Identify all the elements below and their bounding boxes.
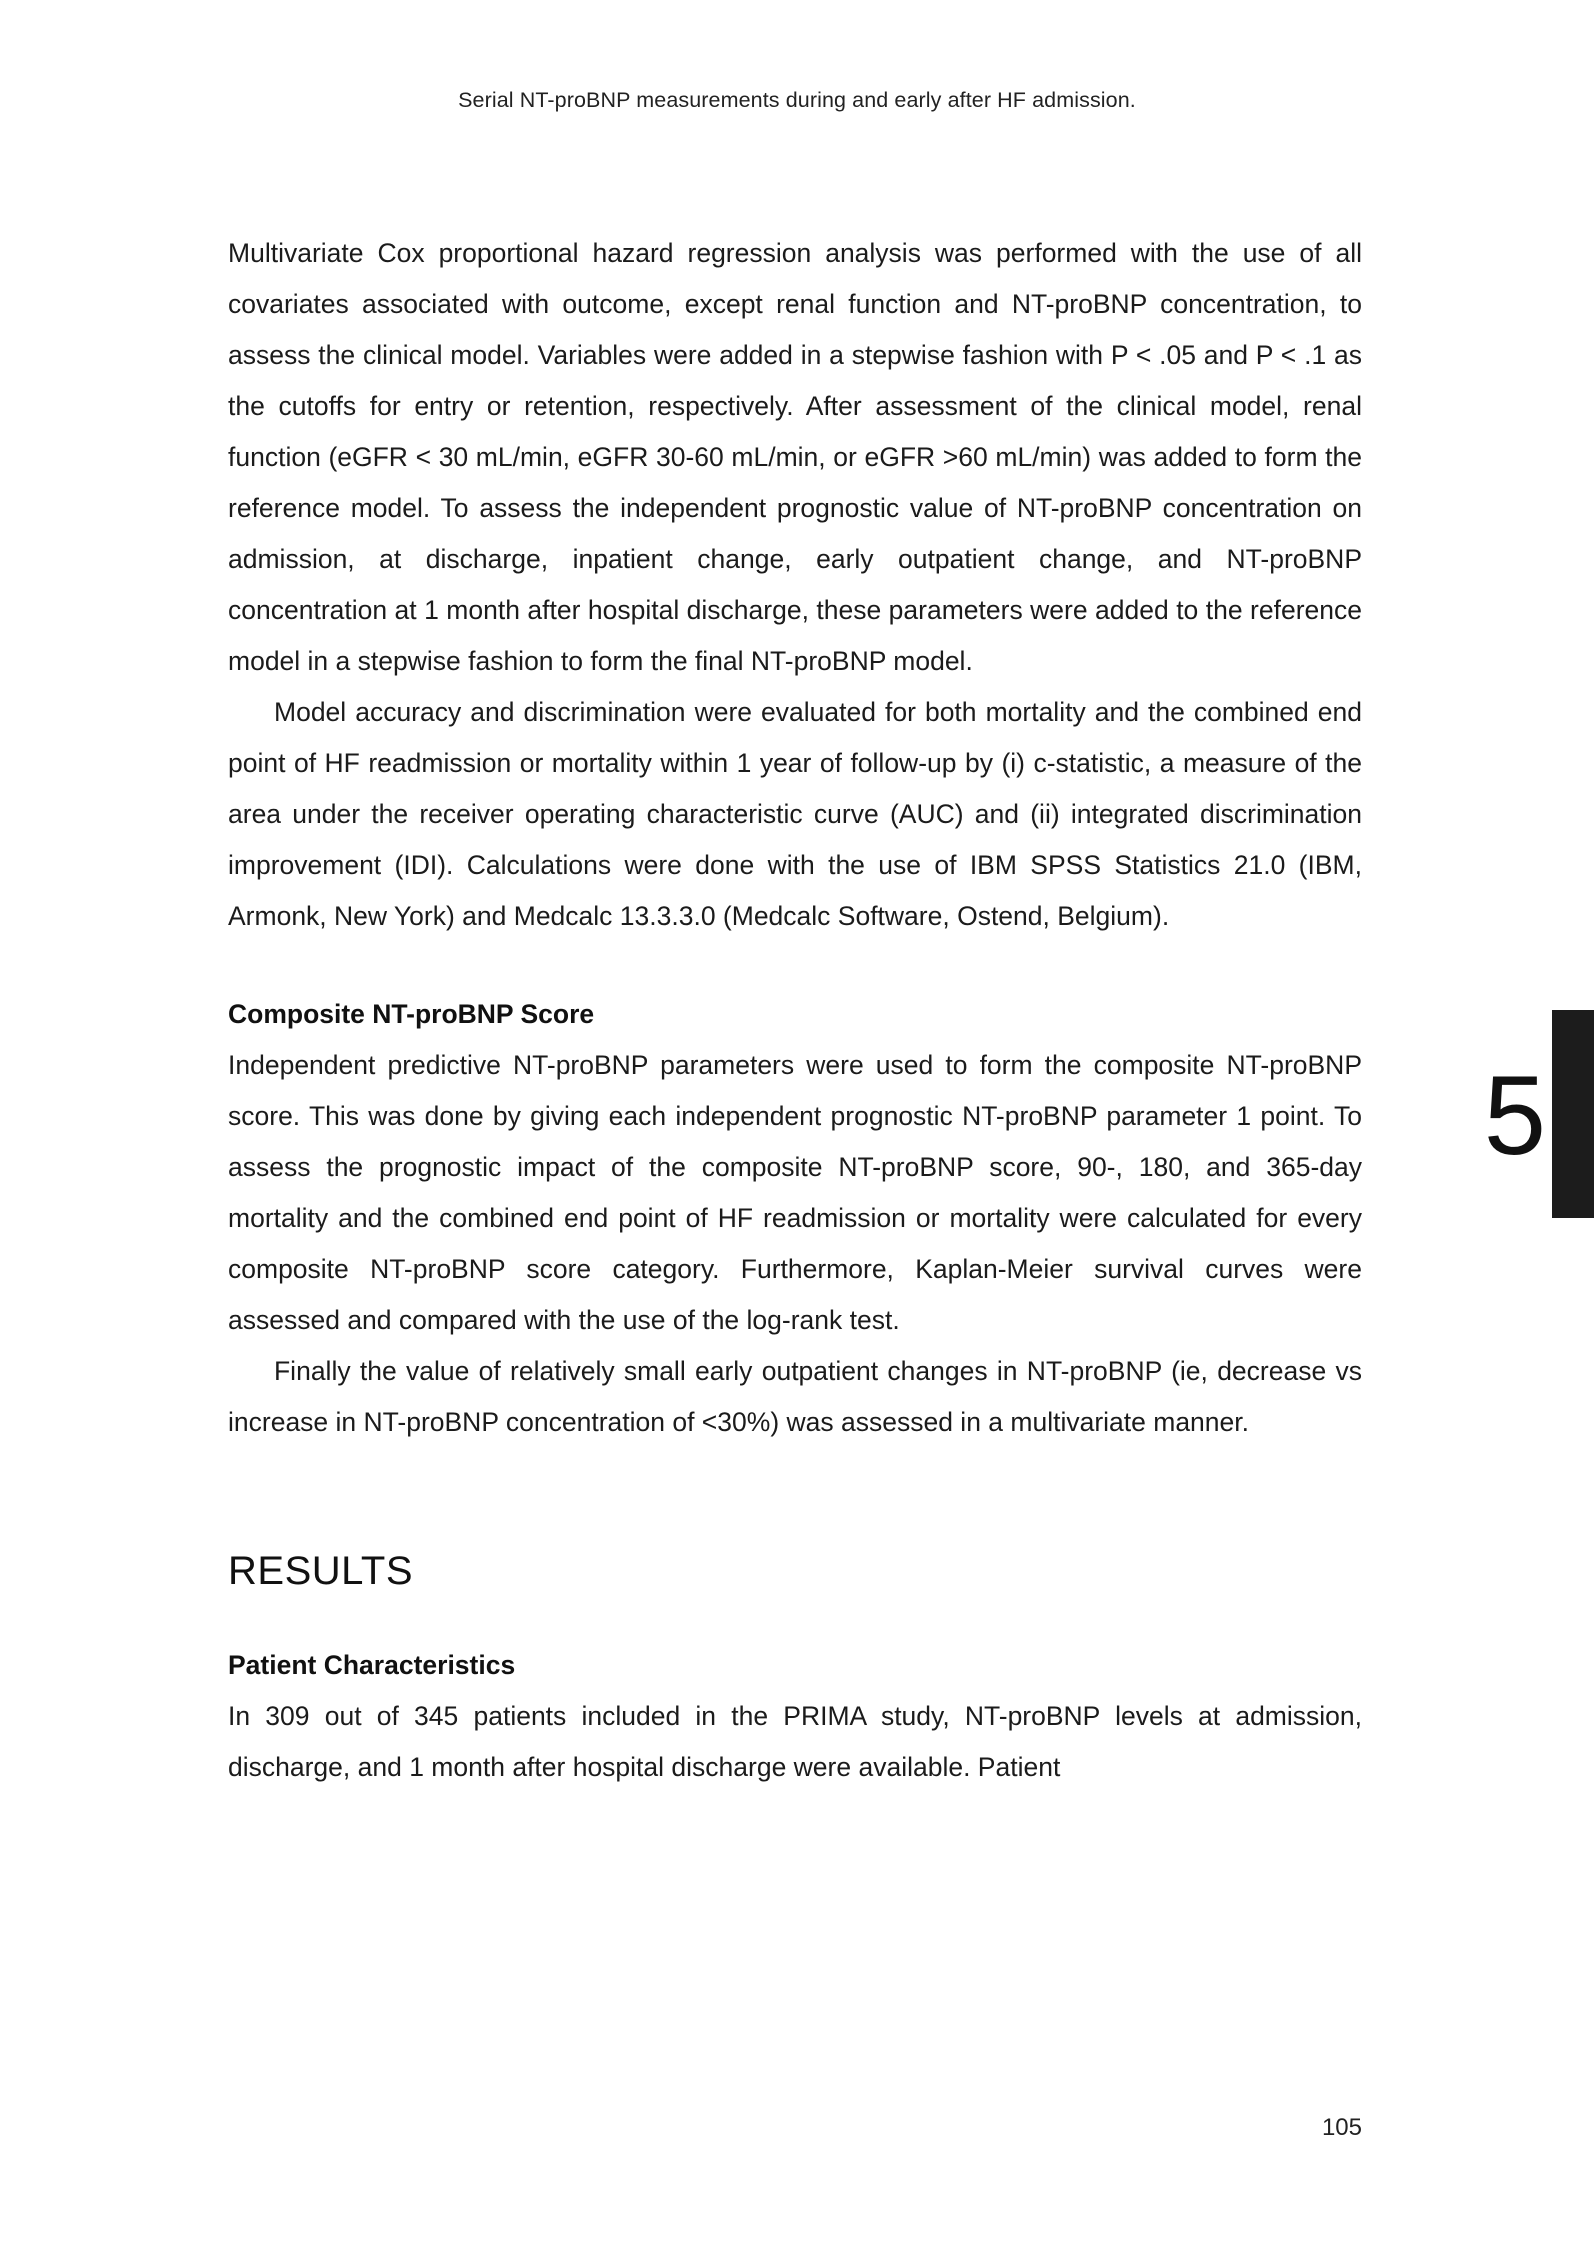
spacer xyxy=(228,1596,1362,1640)
chapter-number: 5 xyxy=(1483,1053,1546,1178)
page-number: 105 xyxy=(1321,2114,1362,2141)
running-head: Serial NT-proBNP measurements during and early after HF admission. xyxy=(458,88,1136,112)
paragraph: In 309 out of 345 patients included in the PRIMA study, NT-proBNP levels at admission, discharge, and 1 month after hospital discharge were available. Patient xyxy=(228,1701,1362,1782)
subsection-heading-composite-score: Composite NT-proBNP Score xyxy=(228,999,595,1029)
section-heading-results: RESULTS xyxy=(228,1549,414,1593)
paragraph: Model accuracy and discrimination were evaluated for both mortality and the combined end point of HF readmission or mortality within 1 year of follow-up by (i) c-statistic, a measure of the area under the receiver operating characteristic curve (AUC) and (ii) integrated discrimination improvement (IDI). Calculations were done with the use of IBM SPSS Statistics 21.0 (IBM, Armonk, New York) and Medcalc 13.3.3.0 (Medcalc Software, Ostend, Belgium). xyxy=(228,697,1362,931)
paragraph: Independent predictive NT-proBNP parameters were used to form the composite NT-proBNP score. This was done by giving each independent prognostic NT-proBNP parameter 1 point. To assess the prognostic impact of the composite NT-proBNP score, 90-, 180, and 365-day mortality and the combined end point of HF readmission or mortality were calculated for every composite NT-proBNP score category. Furthermore, Kaplan-Meier survival curves were assessed and compared with the use of the log-rank test. xyxy=(228,1050,1362,1335)
subsection-heading-patient-characteristics: Patient Characteristics xyxy=(228,1650,516,1680)
article-body xyxy=(228,228,1362,1793)
paragraph: Multivariate Cox proportional hazard regression analysis was performed with the use of all covariates associated with outcome, except renal function and NT-proBNP concentration, to assess the clinical model. Variables were added in a stepwise fashion with P < .05 and P < .1 as the cutoffs for entry or retention, respectively. After assessment of the clinical model, renal function (eGFR < 30 mL/min, eGFR 30-60 mL/min, or eGFR >60 mL/min) was added to form the reference model. To assess the independent prognostic value of NT-proBNP concentration on admission, at discharge, inpatient change, early outpatient change, and NT-proBNP concentration at 1 month after hospital discharge, these parameters were added to the reference model in a stepwise fashion to form the final NT-proBNP model. xyxy=(228,238,1362,676)
paragraph: Finally the value of relatively small early outpatient changes in NT-proBNP (ie, decrease vs increase in NT-proBNP concentration of <30%) was assessed in a multivariate manner. xyxy=(228,1356,1362,1437)
chapter-thumb-tab xyxy=(1552,1010,1594,1218)
